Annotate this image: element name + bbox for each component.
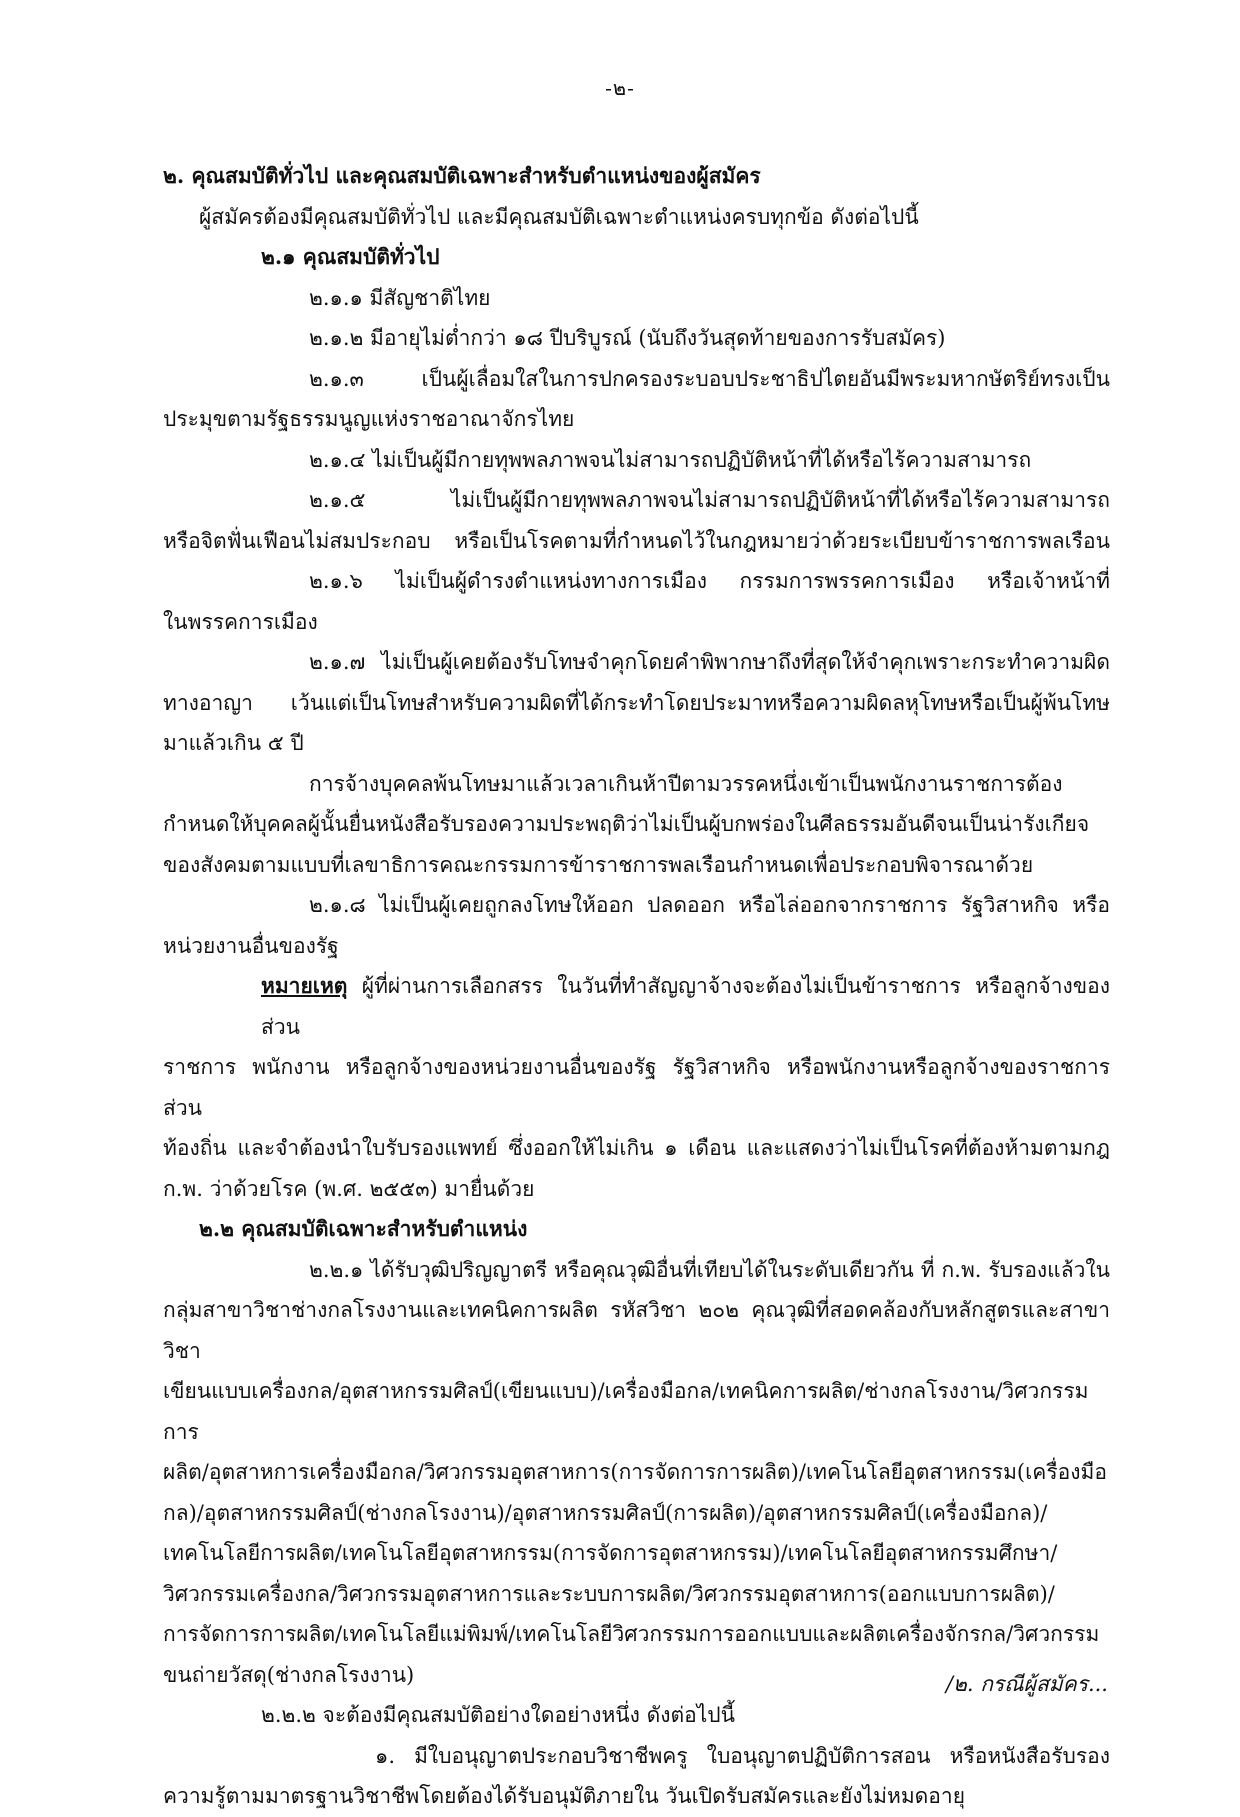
specific-item-1-line-4: ผลิต/อุตสาหการเครื่องมือกล/วิศวกรรมอุตสาหการ(การจัดการการผลิต)/เทคโนโลยีอุตสาหกรรม(เครื่องมือ (163, 1460, 1107, 1484)
section-intro: ผู้สมัครต้องมีคุณสมบัติทั่วไป และมีคุณสมบัติเฉพาะตำแหน่งครบทุกข้อ ดังต่อไปนี้ (199, 204, 919, 229)
general-item-7-line-1: ๒.๑.๗ ไม่เป็นผู้เคยต้องรับโทษจำคุกโดยคำพิพากษาถึงที่สุดให้จำคุกเพราะกระทำความผิด (309, 650, 1110, 674)
general-item-7-line-2: ทางอาญา เว้นแต่เป็นโทษสำหรับความผิดที่ได้กระทำโดยประมาทหรือความผิดลหุโทษหรือเป็นผู้พ้นโทษ (163, 690, 1110, 715)
general-item-6-line-1: ๒.๑.๖ ไม่เป็นผู้ดำรงตำแหน่งทางการเมือง กรรมการพรรคการเมือง หรือเจ้าหน้าที่ (309, 569, 1110, 593)
specific-item-1-line-5: กล)/อุตสาหกรรมศิลป์(ช่างกลโรงงาน)/อุตสาหกรรมศิลป์(การผลิต)/อุตสาหกรรมศิลป์(เครื่องมือกล)/ (163, 1500, 1048, 1525)
general-item-1: ๒.๑.๑ มีสัญชาติไทย (309, 285, 491, 310)
specific-item-1-line-8: การจัดการการผลิต/เทคโนโลยีแม่พิมพ์/เทคโนโลยีวิศวกรรมการออกแบบและผลิตเครื่องจักรกล/วิศวกรรม (163, 1622, 1100, 1646)
note-line-4: ก.พ. ว่าด้วยโรค (พ.ศ. ๒๕๕๓) มายื่นด้วย (163, 1176, 535, 1201)
section-heading: ๒. คุณสมบัติทั่วไป และคุณสมบัติเฉพาะสำหรับตำแหน่งของผู้สมัคร (163, 163, 761, 188)
specific-qualifications-title: ๒.๒ คุณสมบัติเฉพาะสำหรับตำแหน่ง (199, 1216, 528, 1241)
specific-item-1-line-9: ขนถ่ายวัสดุ(ช่างกลโรงงาน) (163, 1662, 415, 1687)
general-item-8-line-2: หน่วยงานอื่นของรัฐ (163, 933, 339, 958)
note-label: หมายเหตุ (261, 973, 348, 998)
hiring-paragraph-line-3: ของสังคมตามแบบที่เลขาธิการคณะกรรมการข้าราชการพลเรือนกำหนดเพื่อประกอบพิจารณาด้วย (163, 852, 1034, 877)
general-item-8-line-1: ๒.๑.๘ ไม่เป็นผู้เคยถูกลงโทษให้ออก ปลดออก หรือไล่ออกจากราชการ รัฐวิสาหกิจ หรือ (309, 893, 1110, 917)
general-item-3-line-2: ประมุขตามรัฐธรรมนูญแห่งราชอาณาจักรไทย (163, 407, 575, 431)
general-item-6-line-2: ในพรรคการเมือง (163, 609, 318, 634)
document-body (163, 156, 1110, 1817)
note-line-1 (163, 966, 1110, 1047)
general-item-2: ๒.๑.๒ มีอายุไม่ต่ำกว่า ๑๘ ปีบริบูรณ์ (นับถึงวันสุดท้ายของการรับสมัคร) (309, 326, 946, 350)
specific-item-1-line-7: วิศวกรรมเครื่องกล/วิศวกรรมอุตสาหการและระบบการผลิต/วิศวกรรมอุตสาหการ(ออกแบบการผลิต)/ (163, 1581, 1055, 1606)
specific-item-1-line-2: กลุ่มสาขาวิชาช่างกลโรงงานและเทคนิคการผลิต รหัสวิชา ๒๐๒ คุณวุฒิที่สอดคล้องกับหลักสูตรและสาขาวิชา (163, 1298, 1110, 1363)
specific-item-2: ๒.๒.๒ จะต้องมีคุณสมบัติอย่างใดอย่างหนึ่ง ดังต่อไปนี้ (261, 1703, 735, 1727)
general-item-7-line-3: มาแล้วเกิน ๕ ปี (163, 731, 304, 755)
general-item-3-line-1: ๒.๑.๓ เป็นผู้เลื่อมใสในการปกครองระบอบประชาธิปไตยอันมีพระมหากษัตริย์ทรงเป็น (309, 366, 1110, 391)
note-line-2: ราชการ พนักงาน หรือลูกจ้างของหน่วยงานอื่นของรัฐ รัฐวิสาหกิจ หรือพนักงานหรือลูกจ้างของราชการส่วน (163, 1055, 1110, 1120)
specific-item-1-line-3: เขียนแบบเครื่องกล/อุตสาหกรรมศิลป์(เขียนแบบ)/เครื่องมือกล/เทคนิคการผลิต/ช่างกลโรงงาน/วิศวกรรมการ (163, 1379, 1089, 1444)
general-item-5-line-1: ๒.๑.๕ ไม่เป็นผู้มีกายทุพพลภาพจนไม่สามารถปฏิบัติหน้าที่ได้หรือไร้ความสามารถ (309, 488, 1110, 512)
general-item-5-line-2: หรือจิตฟั่นเฟือนไม่สมประกอบ หรือเป็นโรคตามที่กำหนดไว้ในกฎหมายว่าด้วยระเบียบข้าราชการพลเรือน (163, 528, 1110, 553)
hiring-paragraph-line-2: กำหนดให้บุคคลผู้นั้นยื่นหนังสือรับรองความประพฤติว่าไม่เป็นผู้บกพร่องในศีลธรรมอันดีจนเป็นน่ารังเกียจ (163, 812, 1090, 836)
specific-item-2-1-line-1: ๑. มีใบอนุญาตประกอบวิชาชีพครู ใบอนุญาตปฏิบัติการสอน หรือหนังสือรับรอง (375, 1743, 1110, 1768)
hiring-paragraph-line-1: การจ้างบุคคลพ้นโทษมาแล้วเวลาเกินห้าปีตามวรรคหนึ่งเข้าเป็นพนักงานราชการต้อง (309, 771, 1063, 796)
general-qualifications-title: ๒.๑ คุณสมบัติทั่วไป (261, 244, 440, 269)
specific-item-1-line-6: เทคโนโลยีการผลิต/เทคโนโลยีอุตสาหกรรม(การจัดการอุตสาหกรรม)/เทคโนโลยีอุตสาหกรรมศึกษา/ (163, 1541, 1058, 1565)
general-item-4: ๒.๑.๔ ไม่เป็นผู้มีกายทุพพลภาพจนไม่สามารถปฏิบัติหน้าที่ได้หรือไร้ความสามารถ (309, 447, 1032, 472)
note-text: ผู้ที่ผ่านการเลือกสรร ในวันที่ทำสัญญาจ้างจะต้องไม่เป็นข้าราชการ หรือลูกจ้างของส่วน (261, 974, 1110, 1039)
continued-marker: /๒. กรณีผู้สมัคร... (945, 1672, 1108, 1696)
specific-item-2-1-line-2: ความรู้ตามมาตรฐานวิชาชีพโดยต้องได้รับอนุมัติภายใน วันเปิดรับสมัครและยังไม่หมดอายุ (163, 1784, 966, 1808)
specific-item-1-line-1: ๒.๒.๑ ได้รับวุฒิปริญญาตรี หรือคุณวุฒิอื่นที่เทียบได้ในระดับเดียวกัน ที่ ก.พ. รับรองแล้วใน (309, 1257, 1110, 1282)
page-number: -๒- (605, 76, 635, 100)
note-line-3: ท้องถิ่น และจำต้องนำใบรับรองแพทย์ ซึ่งออกให้ไม่เกิน ๑ เดือน และแสดงว่าไม่เป็นโรคที่ต้องห้ามตามกฎ (163, 1136, 1110, 1160)
